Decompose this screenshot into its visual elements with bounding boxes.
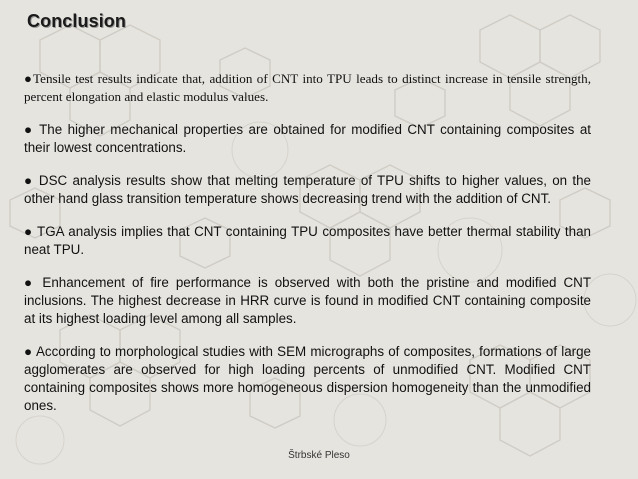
conclusion-item-tensile: ●Tensile test results indicate that, addition of CNT into TPU leads to distinct increase in tensile strength, percent elongation and elastic modulus values. xyxy=(24,71,591,104)
conclusion-item-dsc: ● DSC analysis results show that melting temperature of TPU shifts to higher values, on the other hand glass transition temperature shows decreasing trend with the addition of CNT. xyxy=(24,173,591,206)
conclusion-item-tga: ● TGA analysis implies that CNT containing TPU composites have better thermal stability than neat TPU. xyxy=(24,224,591,257)
conclusion-item-fire: ● Enhancement of fire performance is observed with both the pristine and modified CNT inclusions. The highest decrease in HRR curve is found in modified CNT containing composite at its highest loading level among all samples. xyxy=(24,275,591,326)
slide-title: Conclusion xyxy=(27,11,126,31)
conclusion-item-mechanical: ● The higher mechanical properties are obtained for modified CNT containing composites at their lowest concentrations. xyxy=(24,122,591,155)
conclusion-item-morphology: ● According to morphological studies with SEM micrographs of composites, formations of large agglomerates are observed for high loading percents of unmodified CNT. Modified CNT containing composites shows more homogeneous dispersion homogeneity than the unmodified ones. xyxy=(24,344,591,413)
conclusion-list xyxy=(24,70,591,430)
slide-footer: Štrbské Pleso xyxy=(288,450,350,461)
